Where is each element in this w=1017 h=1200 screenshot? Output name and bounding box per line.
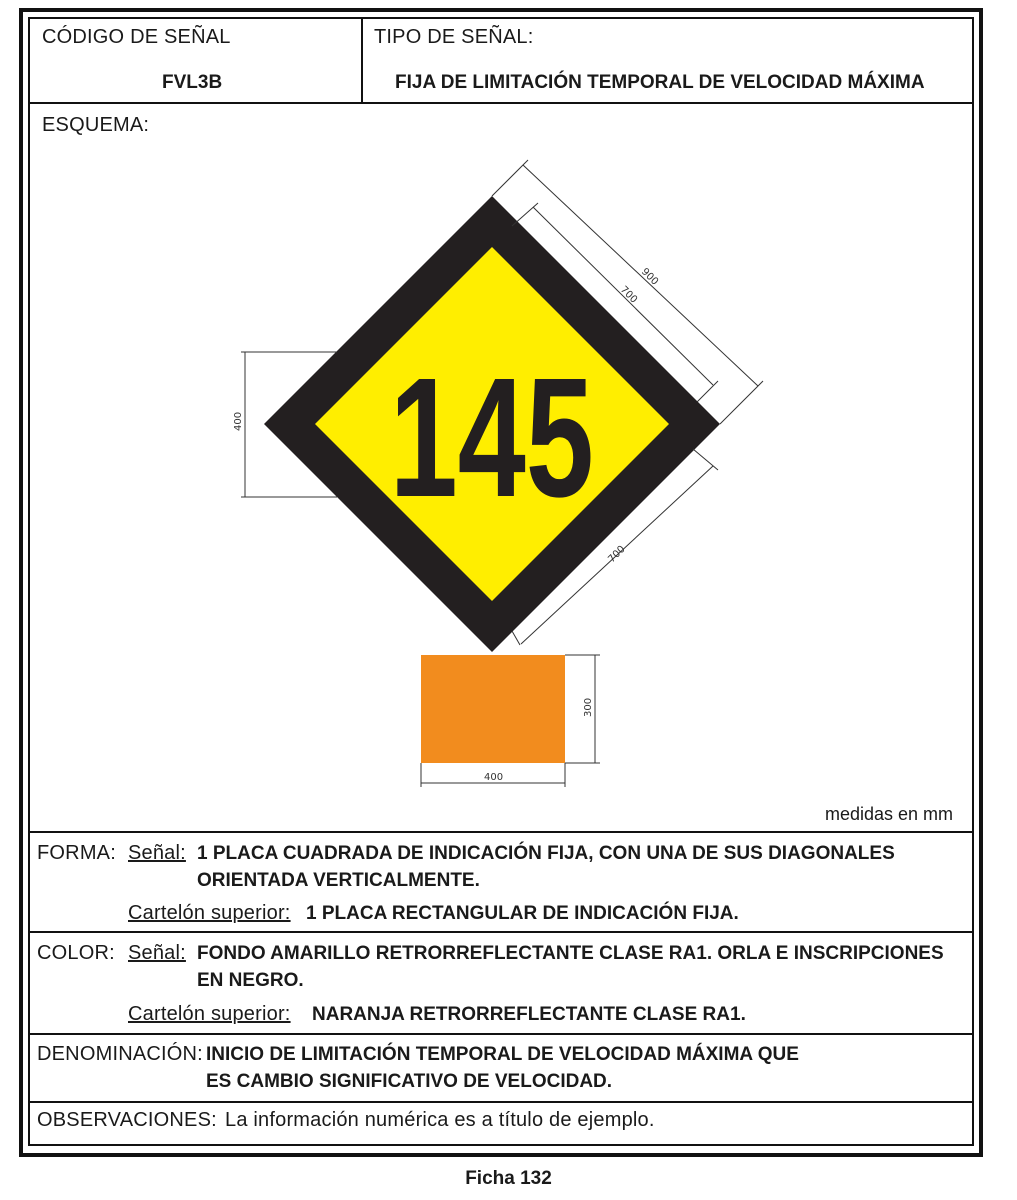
denominacion-label: DENOMINACIÓN: [37, 1043, 203, 1065]
forma-divider [28, 831, 974, 833]
signal-code-label: CÓDIGO DE SEÑAL [42, 26, 231, 48]
dimension-300-label: 300 [583, 697, 594, 717]
forma-senal-line2: ORIENTADA VERTICALMENTE. [197, 870, 480, 891]
color-label: COLOR: [37, 942, 115, 964]
color-cartel-value: NARANJA RETRORREFLECTANTE CLASE RA1. [312, 1004, 746, 1025]
denominacion-divider [28, 1033, 974, 1035]
denominacion-line2: ES CAMBIO SIGNIFICATIVO DE VELOCIDAD. [206, 1071, 613, 1092]
scheme-label: ESQUEMA: [42, 114, 150, 136]
color-senal-line1: FONDO AMARILLO RETRORREFLECTANTE CLASE RA1. ORLA E INSCRIPCIONES [197, 943, 944, 964]
color-cartel-label: Cartelón superior: [128, 1003, 291, 1025]
color-senal-line2: EN NEGRO. [197, 970, 304, 991]
forma-cartel-value: 1 PLACA RECTANGULAR DE INDICACIÓN FIJA. [306, 903, 739, 924]
forma-label: FORMA: [37, 842, 116, 864]
dimension-700-bottom-label: 700 [606, 543, 628, 566]
dimension-400-vertical-label: 400 [233, 411, 244, 431]
orange-panel [421, 655, 565, 763]
dimension-900-label: 900 [638, 266, 661, 288]
dimension-700-top-label: 700 [617, 284, 640, 306]
forma-cartel-label: Cartelón superior: [128, 902, 291, 924]
denominacion-line1: INICIO DE LIMITACIÓN TEMPORAL DE VELOCIDAD MÁXIMA QUE [206, 1044, 799, 1065]
observaciones-divider [28, 1101, 974, 1103]
sign-number: 145 [389, 343, 594, 533]
observaciones-label: OBSERVACIONES: [37, 1109, 217, 1131]
units-note: medidas en mm [825, 804, 954, 824]
forma-senal-label: Señal: [128, 842, 186, 864]
signal-code-value: FVL3B [162, 72, 223, 93]
signal-type-value: FIJA DE LIMITACIÓN TEMPORAL DE VELOCIDAD MÁXIMA [395, 72, 925, 93]
signal-type-label: TIPO DE SEÑAL: [374, 26, 534, 48]
observaciones-text: La información numérica es a título de ejemplo. [225, 1109, 655, 1131]
page-footer: Ficha 132 [465, 1168, 552, 1189]
forma-senal-line1: 1 PLACA CUADRADA DE INDICACIÓN FIJA, CON UNA DE SUS DIAGONALES [197, 843, 895, 864]
color-divider [28, 931, 974, 933]
color-senal-label: Señal: [128, 942, 186, 964]
dimension-400-horizontal-label: 400 [484, 772, 504, 783]
